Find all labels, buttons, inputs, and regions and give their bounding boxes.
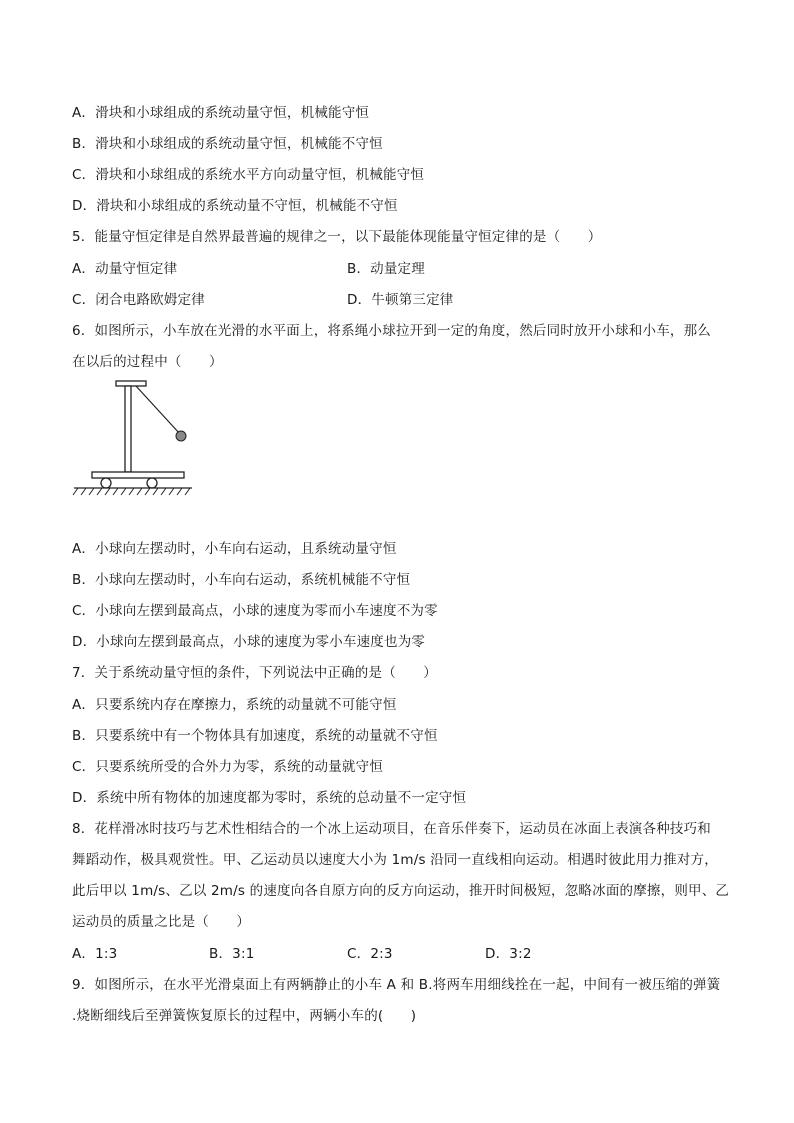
q7-option-b: B．只要系统中有一个物体具有加速度，系统的动量就不守恒	[72, 728, 438, 744]
q5-option-c: C．闭合电路欧姆定律	[72, 292, 205, 308]
q9-stem-line1: 9．如图所示，在水平光滑桌面上有两辆静止的小车 A 和 B.将两车用细线拴在一起，中间有一被压缩的弹簧	[72, 977, 721, 993]
q6-option-b: B．小球向左摆动时，小车向右运动，系统机械能不守恒	[72, 572, 411, 588]
q5-option-a: A．动量守恒定律	[72, 261, 178, 277]
pendulum-ball	[176, 431, 186, 441]
q9-stem-line2: .烧断细线后至弹簧恢复原长的过程中，两辆小车的( )	[72, 1008, 417, 1024]
q7-option-a: A．只要系统内存在摩擦力，系统的动量就不可能守恒	[72, 697, 397, 713]
q8-option-d: D．3:2	[485, 946, 532, 962]
q8-stem-line4: 运动员的质量之比是（ ）	[72, 914, 251, 930]
q6-stem-line1: 6．如图所示，小车放在光滑的水平面上，将系绳小球拉开到一定的角度，然后同时放开小球和小车，那么	[72, 323, 711, 339]
cart-wheel-left	[101, 478, 111, 488]
q8-stem-line1: 8．花样滑冰时技巧与艺术性相结合的一个冰上运动项目，在音乐伴奏下，运动员在冰面上表演各种技巧和	[72, 821, 711, 837]
q4-option-a: A．滑块和小球组成的系统动量守恒，机械能守恒	[72, 105, 370, 121]
q7-option-d: D．系统中所有物体的加速度都为零时，系统的总动量不一定守恒	[72, 790, 467, 806]
q6-option-a: A．小球向左摆动时，小车向右运动，且系统动量守恒	[72, 541, 397, 557]
q4-option-d: D．滑块和小球组成的系统动量不守恒，机械能不守恒	[72, 198, 398, 214]
ground-hatching	[73, 488, 190, 495]
q4-option-b: B．滑块和小球组成的系统动量守恒，机械能不守恒	[72, 136, 383, 152]
q8-stem-line2: 舞蹈动作，极具观赏性。甲、乙运动员以速度大小为 1m/s 沿同一直线相向运动。相遇时彼此用力推对方，	[72, 852, 718, 868]
q5-stem: 5．能量守恒定律是自然界最普遍的规律之一，以下最能体现能量守恒定律的是（ ）	[72, 229, 602, 245]
q7-stem: 7．关于系统动量守恒的条件，下列说法中正确的是（ ）	[72, 665, 437, 681]
pendulum-string	[136, 386, 180, 434]
q6-option-c: C．小球向左摆到最高点，小球的速度为零而小车速度不为零	[72, 603, 438, 619]
pendulum-cart-diagram	[70, 378, 200, 498]
cart-body	[92, 472, 184, 478]
q6-option-d: D．小球向左摆到最高点，小球的速度为零小车速度也为零	[72, 634, 426, 650]
pendulum-post	[125, 386, 131, 472]
pendulum-top-bar	[116, 381, 146, 386]
q8-option-b: B．3:1	[209, 946, 255, 962]
q5-option-b: B．动量定理	[347, 261, 425, 277]
q6-stem-line2: 在以后的过程中（ ）	[72, 354, 223, 370]
cart-wheel-right	[147, 478, 157, 488]
q5-option-d: D．牛顿第三定律	[347, 292, 454, 308]
q7-option-c: C．只要系统所受的合外力为零，系统的动量就守恒	[72, 759, 384, 775]
q8-option-a: A．1:3	[72, 946, 118, 962]
q8-option-c: C．2:3	[347, 946, 393, 962]
q4-option-c: C．滑块和小球组成的系统水平方向动量守恒，机械能守恒	[72, 167, 425, 183]
q8-stem-line3: 此后甲以 1m/s、乙以 2m/s 的速度向各自原方向的反方向运动，推开时间极短，忽略冰面的摩擦，则甲、乙	[72, 883, 730, 899]
